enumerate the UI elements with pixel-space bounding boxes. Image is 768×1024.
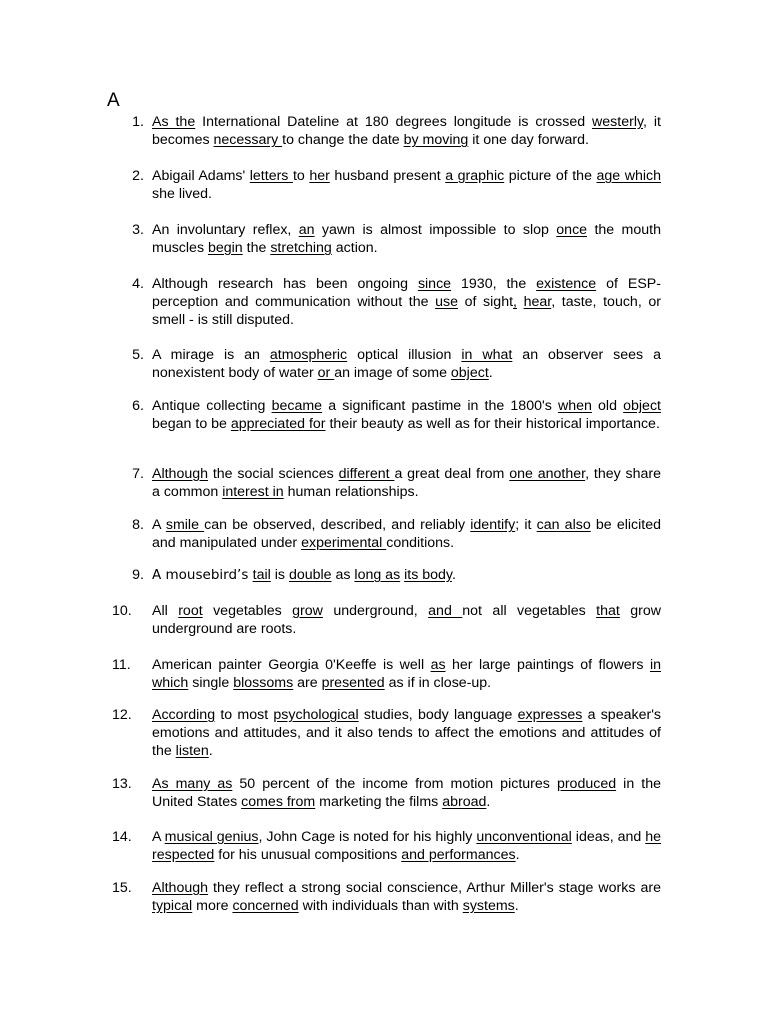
- underlined-option: age which: [596, 168, 662, 184]
- text-segment: A mousebird’s: [152, 567, 253, 583]
- underlined-option: existence: [536, 276, 597, 292]
- question-number: 9.: [132, 567, 144, 583]
- text-segment: .: [515, 847, 520, 863]
- text-segment: , they share a common: [152, 466, 662, 500]
- underlined-option: object: [450, 365, 489, 381]
- text-segment: to change the date: [282, 132, 404, 148]
- question-number: 13.: [112, 776, 132, 792]
- underlined-option: begin: [207, 240, 243, 256]
- underlined-option: produced: [556, 776, 617, 792]
- text-segment: a speaker's emotions and attitudes, and it also tends to affect the emotions and attitudes of the: [152, 707, 661, 759]
- text-segment: conditions.: [386, 535, 455, 551]
- underlined-option: use: [435, 294, 458, 310]
- underlined-option: As many as: [152, 776, 233, 792]
- text-segment: the mouth muscles: [152, 222, 661, 256]
- question-text: [152, 221, 661, 257]
- underlined-option: typical: [152, 898, 193, 914]
- underlined-option: listen: [175, 743, 209, 759]
- underlined-option: Although: [152, 466, 209, 482]
- underlined-option: westerly: [592, 114, 644, 130]
- underlined-option: he respected: [152, 829, 662, 863]
- question-text: [152, 113, 661, 149]
- underlined-option: comes from: [241, 794, 316, 810]
- question-text: [152, 397, 661, 433]
- question-text: [152, 465, 661, 501]
- text-segment: [517, 294, 524, 310]
- text-segment: the social sciences: [208, 466, 339, 482]
- text-segment: with individuals than with: [298, 898, 463, 914]
- underlined-option: can also: [536, 517, 591, 533]
- text-segment: .: [486, 794, 491, 810]
- text-segment: A: [152, 829, 165, 845]
- text-segment: Antique collecting: [152, 398, 272, 414]
- text-segment: marketing the films: [315, 794, 443, 810]
- underlined-option: when: [557, 398, 592, 414]
- underlined-option: her: [309, 168, 330, 184]
- underlined-option: concerned: [232, 898, 299, 914]
- text-segment: American painter Georgia 0'Keeffe is well: [152, 657, 431, 673]
- text-segment: an observer sees a nonexistent body of water: [152, 347, 661, 381]
- question-text: [152, 879, 661, 915]
- underlined-option: object: [623, 398, 661, 414]
- question-text: [152, 566, 661, 584]
- text-segment: A: [152, 517, 166, 533]
- question-number: 8.: [132, 517, 144, 533]
- underlined-option: interest in: [222, 484, 284, 500]
- text-segment: husband present: [329, 168, 446, 184]
- text-segment: vegetables: [202, 603, 293, 619]
- text-segment: to most: [215, 707, 274, 723]
- question-number: 1.: [132, 114, 144, 130]
- underlined-option: and: [428, 603, 463, 619]
- question-number: 4.: [132, 276, 144, 292]
- question-number: 3.: [132, 222, 144, 238]
- text-segment: of sight: [457, 294, 514, 310]
- question-text: [152, 706, 661, 760]
- question-text: [152, 656, 661, 692]
- text-segment: for his unusual compositions: [214, 847, 402, 863]
- text-segment: be elicited and manipulated under: [152, 517, 662, 551]
- text-segment: , taste, touch, or smell - is still disputed.: [152, 294, 661, 328]
- question-text: [152, 346, 661, 382]
- underlined-option: presented: [321, 675, 385, 691]
- underlined-option: as: [430, 657, 446, 673]
- text-segment: she lived.: [152, 186, 212, 202]
- underlined-option: a graphic: [445, 168, 505, 184]
- text-segment: action.: [331, 240, 378, 256]
- question-text: [152, 828, 661, 864]
- text-segment: to: [292, 168, 310, 184]
- text-segment: old: [591, 398, 624, 414]
- text-segment: .: [451, 567, 456, 583]
- underlined-option: blossoms: [233, 675, 294, 691]
- underlined-option: its body: [404, 567, 452, 583]
- underlined-option: experimental: [301, 535, 387, 551]
- question-number: 11.: [112, 657, 131, 673]
- text-segment: the: [242, 240, 271, 256]
- question-number: 15.: [112, 880, 132, 896]
- underlined-option: systems: [462, 898, 515, 914]
- underlined-option: psychological: [273, 707, 359, 723]
- underlined-option: double: [288, 567, 332, 583]
- underlined-option: since: [417, 276, 452, 292]
- underlined-option: one another: [509, 466, 586, 482]
- text-segment: , John Cage is noted for his highly: [258, 829, 477, 845]
- underlined-option: root: [178, 603, 203, 619]
- text-segment: not all vegetables: [462, 603, 597, 619]
- question-number: 2.: [132, 168, 144, 184]
- underlined-option: tail: [252, 567, 271, 583]
- text-segment: as if in close-up.: [384, 675, 492, 691]
- underlined-option: hear: [523, 294, 552, 310]
- text-segment: of ESP- perception and communication without the: [152, 276, 661, 310]
- question-number: 5.: [132, 347, 144, 363]
- underlined-option: ,: [513, 294, 517, 310]
- text-segment: grow underground are roots.: [152, 603, 661, 637]
- text-segment: an image of some: [334, 365, 451, 381]
- text-segment: their beauty as well as for their historical importance.: [325, 416, 660, 432]
- text-segment: All: [152, 603, 179, 619]
- text-segment: optical illusion: [347, 347, 462, 363]
- text-segment: 1930, the: [451, 276, 537, 292]
- text-segment: are: [293, 675, 322, 691]
- text-segment: .: [488, 365, 493, 381]
- text-segment: as: [331, 567, 355, 583]
- underlined-option: unconventional: [476, 829, 572, 845]
- underlined-option: Although: [152, 880, 209, 896]
- question-number: 10.: [112, 603, 132, 619]
- question-number: 12.: [112, 707, 132, 723]
- text-segment: ; it: [515, 517, 537, 533]
- text-segment: in the United States: [152, 776, 661, 810]
- text-segment: human relationships.: [283, 484, 419, 500]
- text-segment: 50 percent of the income from motion pictures: [232, 776, 557, 792]
- question-text: [152, 602, 661, 638]
- question-text: [152, 167, 661, 203]
- underlined-option: once: [556, 222, 588, 238]
- underlined-option: As the: [152, 114, 196, 130]
- underlined-option: letters: [249, 168, 293, 184]
- text-segment: they reflect a strong social conscience, Arthur Miller's stage works are: [208, 880, 661, 896]
- text-segment: A mirage is an: [152, 347, 270, 363]
- underlined-option: or: [317, 365, 335, 381]
- underlined-option: in what: [461, 347, 513, 363]
- underlined-option: in which: [152, 657, 661, 691]
- text-segment: underground,: [322, 603, 429, 619]
- question-number: 7.: [132, 466, 144, 482]
- text-segment: a great deal from: [394, 466, 510, 482]
- text-segment: can be observed, described, and reliably: [204, 517, 471, 533]
- underlined-option: identify: [470, 517, 516, 533]
- text-segment: began to be: [152, 416, 231, 432]
- underlined-option: atmospheric: [269, 347, 348, 363]
- underlined-option: appreciated for: [230, 416, 326, 432]
- question-number: 14.: [112, 829, 132, 845]
- section-heading: A: [107, 90, 120, 111]
- text-segment: .: [208, 743, 213, 759]
- text-segment: a significant pastime in the 1800's: [322, 398, 558, 414]
- question-text: [152, 275, 661, 329]
- text-segment: Abigail Adams': [152, 168, 250, 184]
- question-text: [152, 516, 661, 552]
- text-segment: single: [188, 675, 234, 691]
- underlined-option: grow: [292, 603, 323, 619]
- text-segment: yawn is almost impossible to slop: [314, 222, 557, 238]
- underlined-option: According: [152, 707, 216, 723]
- text-segment: it one day forward.: [468, 132, 589, 148]
- underlined-option: different: [338, 466, 395, 482]
- underlined-option: smile: [165, 517, 205, 533]
- text-segment: International Dateline at 180 degrees longitude is crossed: [195, 114, 593, 130]
- text-segment: , it becomes: [152, 114, 661, 148]
- text-segment: picture of the: [504, 168, 597, 184]
- underlined-option: became: [271, 398, 323, 414]
- underlined-option: that: [596, 603, 620, 619]
- underlined-option: an: [298, 222, 315, 238]
- underlined-option: musical genius: [164, 829, 259, 845]
- underlined-option: necessary: [213, 132, 283, 148]
- text-segment: Although research has been ongoing: [152, 276, 418, 292]
- text-segment: her large paintings of flowers: [445, 657, 650, 673]
- text-segment: ideas, and: [571, 829, 646, 845]
- underlined-option: long as: [354, 567, 401, 583]
- underlined-option: by moving: [403, 132, 469, 148]
- text-segment: studies, body language: [358, 707, 518, 723]
- underlined-option: abroad: [442, 794, 487, 810]
- text-segment: An involuntary reflex,: [152, 222, 299, 238]
- underlined-option: expresses: [517, 707, 583, 723]
- question-text: [152, 775, 661, 811]
- text-segment: is: [270, 567, 289, 583]
- question-number: 6.: [132, 398, 144, 414]
- text-segment: more: [192, 898, 233, 914]
- underlined-option: stretching: [270, 240, 332, 256]
- text-segment: .: [514, 898, 519, 914]
- underlined-option: and performances: [401, 847, 516, 863]
